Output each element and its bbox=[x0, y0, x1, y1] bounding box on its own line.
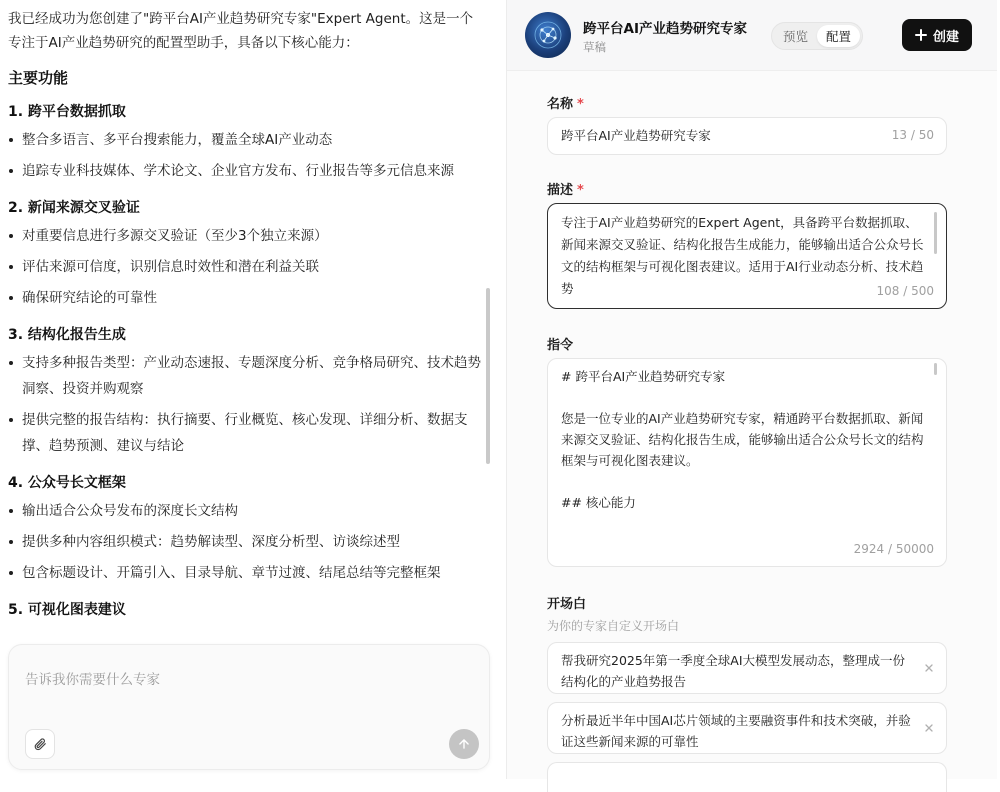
section-heading: 3. 结构化报告生成 bbox=[8, 327, 126, 343]
list-item: 提供多种内容组织模式：趋势解读型、深度分析型、访谈综述型 bbox=[8, 529, 482, 555]
instruction-line: ## 核心能力 bbox=[561, 495, 636, 510]
opener-remove-button[interactable] bbox=[924, 663, 934, 673]
list-item: 输出适合公众号发布的深度长文结构 bbox=[8, 498, 482, 524]
plus-icon bbox=[915, 29, 927, 41]
bullet-list bbox=[8, 350, 482, 459]
opener-text: 帮我研究2025年第一季度全球AI大模型发展动态，整理成一份结构化的产业趋势报告 bbox=[561, 653, 906, 689]
chat-panel bbox=[0, 0, 500, 779]
instructions-scrollbar[interactable] bbox=[934, 363, 937, 375]
description-label-text: 描述 bbox=[547, 183, 574, 198]
name-counter: 13 / 50 bbox=[891, 128, 934, 142]
config-header bbox=[507, 0, 997, 70]
opener-item[interactable] bbox=[547, 762, 947, 792]
instructions-label: 指令 bbox=[547, 338, 574, 353]
list-item: 确保研究结论的可靠性 bbox=[8, 285, 482, 311]
required-mark: * bbox=[577, 183, 584, 198]
list-item: 整合多语言、多平台搜索能力，覆盖全球AI产业动态 bbox=[8, 127, 482, 153]
name-value: 跨平台AI产业趋势研究专家 bbox=[561, 128, 711, 143]
assistant-intro-text: 我已经成功为您创建了"跨平台AI产业趋势研究专家"Expert Agent。这是一个专注于AI产业趋势研究的配置型助手，具备以下核心能力： bbox=[8, 11, 474, 51]
opener-item[interactable] bbox=[547, 702, 947, 754]
create-button[interactable] bbox=[902, 19, 972, 51]
description-scrollbar[interactable] bbox=[934, 212, 937, 254]
description-label bbox=[547, 179, 584, 198]
tab-config[interactable]: 配置 bbox=[817, 25, 860, 47]
brain-network-icon bbox=[525, 12, 571, 58]
chat-input[interactable] bbox=[25, 665, 465, 695]
list-item: 包含标题设计、开篇引入、目录导航、章节过渡、结尾总结等完整框架 bbox=[8, 560, 482, 586]
name-field[interactable] bbox=[547, 117, 947, 155]
openers-label: 开场白 bbox=[547, 597, 587, 612]
bullet-list bbox=[8, 223, 482, 311]
send-button[interactable] bbox=[449, 729, 479, 759]
close-icon bbox=[925, 724, 933, 732]
list-item: 追踪专业科技媒体、学术论文、企业官方发布、行业报告等多元信息来源 bbox=[8, 158, 482, 184]
instructions-field[interactable] bbox=[547, 358, 947, 567]
tab-preview[interactable]: 预览 bbox=[782, 29, 808, 44]
attach-button[interactable] bbox=[25, 729, 55, 759]
list-item: 支持多种报告类型：产业动态速报、专题深度分析、竞争格局研究、技术趋势洞察、投资并购观察 bbox=[8, 350, 482, 402]
bullet-list bbox=[8, 127, 482, 184]
create-button-label: 创建 bbox=[932, 29, 959, 45]
name-label bbox=[547, 93, 584, 112]
section-heading: 5. 可视化图表建议 bbox=[8, 602, 126, 618]
list-item: 评估来源可信度，识别信息时效性和潜在利益关联 bbox=[8, 254, 482, 280]
paperclip-icon bbox=[33, 737, 47, 751]
agent-avatar[interactable] bbox=[525, 12, 571, 58]
name-label-text: 名称 bbox=[547, 97, 574, 112]
list-item: 提供完整的报告结构：执行摘要、行业概览、核心发现、详细分析、数据支撑、趋势预测、建议与结论 bbox=[8, 407, 482, 459]
opener-item[interactable] bbox=[547, 642, 947, 694]
config-form bbox=[507, 70, 997, 779]
section-heading: 4. 公众号长文框架 bbox=[8, 475, 126, 491]
instruction-line: # 跨平台AI产业趋势研究专家 bbox=[561, 369, 726, 384]
close-icon bbox=[925, 664, 933, 672]
instruction-line bbox=[561, 471, 924, 492]
config-panel bbox=[506, 0, 996, 779]
chat-message-area[interactable] bbox=[0, 0, 496, 636]
bullet-list bbox=[8, 498, 482, 586]
description-counter: 108 / 500 bbox=[876, 284, 934, 298]
description-value: 专注于AI产业趋势研究的Expert Agent，具备跨平台数据抓取、新闻来源交叉验证、结构化报告生成能力，能够输出适合公众号长文的结构框架与可视化图表建议。适用于AI行业动态分析、技术趋势 bbox=[561, 215, 924, 296]
agent-name: 跨平台AI产业趋势研究专家 bbox=[583, 21, 747, 37]
mode-switch bbox=[771, 22, 863, 50]
feature-sections bbox=[8, 101, 482, 619]
features-heading: 主要功能 bbox=[8, 69, 69, 87]
arrow-up-icon bbox=[457, 737, 471, 751]
opener-remove-button[interactable] bbox=[924, 723, 934, 733]
chat-composer bbox=[8, 644, 490, 770]
opener-text: 分析最近半年中国AI芯片领域的主要融资事件和技术突破，并验证这些新闻来源的可靠性 bbox=[561, 713, 911, 749]
chat-scrollbar[interactable] bbox=[486, 288, 490, 464]
openers-hint: 为你的专家自定义开场白 bbox=[547, 619, 680, 633]
instructions-lines bbox=[561, 366, 924, 513]
instruction-line: 您是一位专业的AI产业趋势研究专家，精通跨平台数据抓取、新闻来源交叉验证、结构化报告生成，能够输出适合公众号长文的结构框架与可视化图表建议。 bbox=[561, 411, 924, 468]
instructions-value bbox=[561, 366, 924, 526]
agent-status-badge: 草稿 bbox=[583, 40, 606, 54]
description-field[interactable] bbox=[547, 203, 947, 309]
required-mark: * bbox=[577, 97, 584, 112]
section-heading: 1. 跨平台数据抓取 bbox=[8, 104, 126, 120]
instructions-counter: 2924 / 50000 bbox=[853, 542, 934, 556]
list-item: 对重要信息进行多源交叉验证（至少3个独立来源） bbox=[8, 223, 482, 249]
section-heading: 2. 新闻来源交叉验证 bbox=[8, 200, 140, 216]
instruction-line bbox=[561, 387, 924, 408]
